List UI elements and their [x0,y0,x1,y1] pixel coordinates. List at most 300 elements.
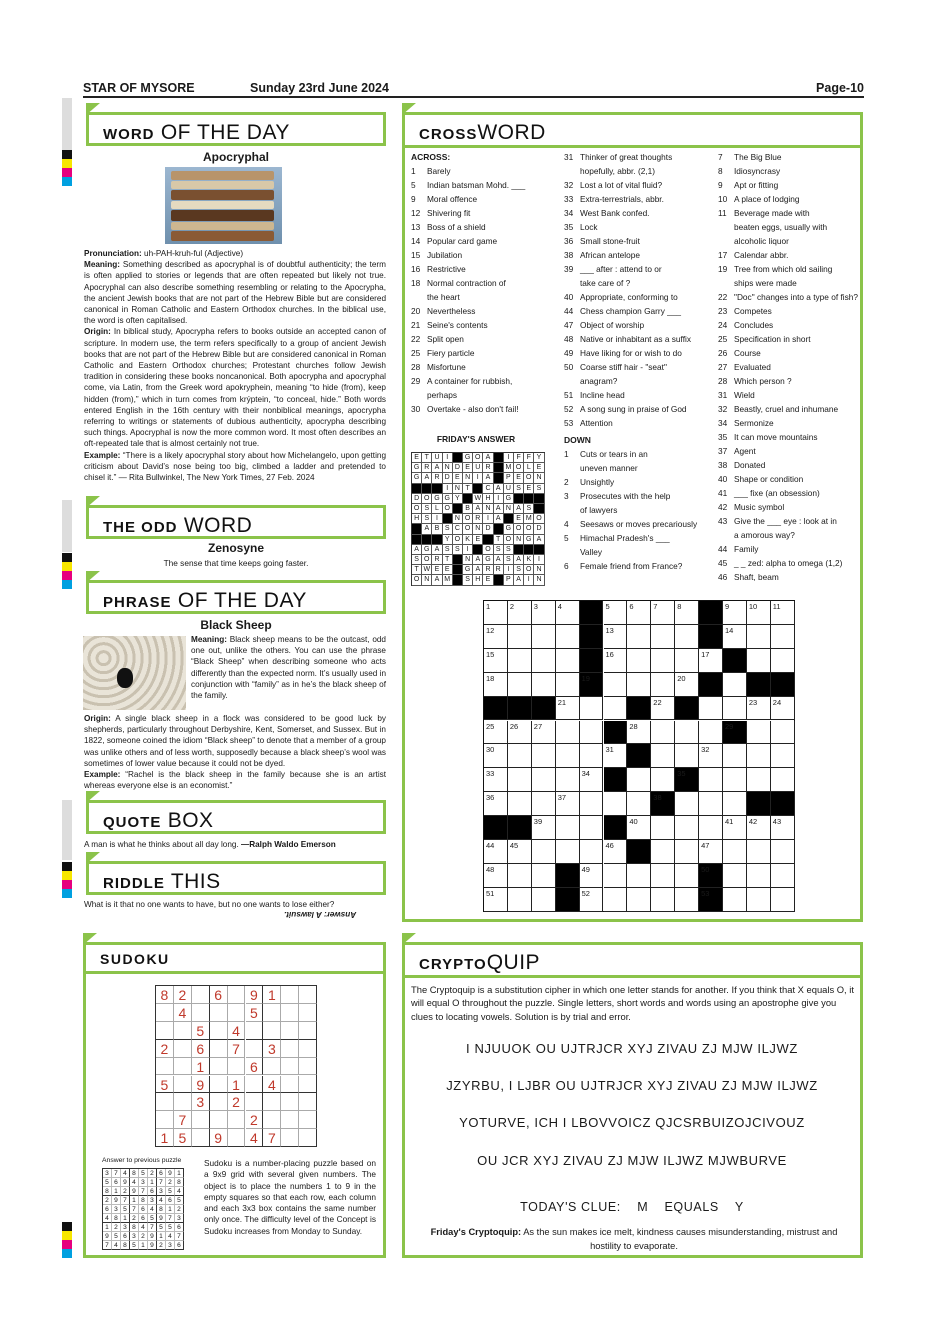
riddle-question: What is it that no one wants to have, but no one wants to lose either? [84,900,335,909]
sudoku-cell: 4 [228,1022,246,1040]
sudoku-cell: 1 [166,1205,175,1214]
clue-number [564,276,580,290]
crossword-cell[interactable] [532,864,556,888]
crossword-cell[interactable] [699,649,723,673]
sudoku-cell: 9 [166,1169,175,1178]
crossword-cell[interactable] [675,625,699,649]
crossword-cell[interactable] [675,840,699,864]
crossword-grid[interactable] [483,600,795,912]
clue-item [411,220,561,234]
cell-number: 20 [677,673,686,683]
crossword-cell[interactable] [484,840,508,864]
crossword-cell[interactable] [771,888,795,912]
sudoku-cell[interactable] [246,1076,264,1094]
crossword-cell[interactable] [508,601,532,625]
crossword-cell[interactable] [723,768,747,792]
sudoku-cell[interactable] [281,1004,299,1022]
answer-cell: O [524,565,534,575]
crossword-cell[interactable] [580,744,604,768]
down-clues-col3 [718,150,860,584]
answer-cell: A [494,484,504,494]
crossword-cell[interactable] [484,768,508,792]
phrase-meaning-block [191,634,386,701]
clue-number: 35 [718,432,728,442]
answer-cell [453,575,463,585]
sudoku-cell[interactable] [281,1111,299,1129]
sudoku-cell: 4 [112,1241,121,1250]
sudoku-cell: 3 [148,1196,157,1205]
crossword-cell[interactable] [651,816,675,840]
crossword-cell[interactable] [771,697,795,721]
answer-cell [524,545,534,555]
clue-number: 31 [564,152,574,162]
crossword-cell[interactable] [532,792,556,816]
sudoku-cell[interactable] [263,1111,281,1129]
crossword-cell[interactable] [532,649,556,673]
crossword-cell[interactable] [532,625,556,649]
answer-cell: E [463,463,473,473]
margin-strip [62,500,72,552]
crossword-cell[interactable] [484,744,508,768]
crossword-cell[interactable] [675,816,699,840]
crossword-cell[interactable] [508,673,532,697]
crossword-cell[interactable] [627,673,651,697]
crossword-cell[interactable] [699,697,723,721]
clue-item [718,416,860,430]
clue-text: Restrictive [427,264,466,274]
clue-number: 40 [564,292,574,302]
sudoku-cell[interactable] [174,1093,192,1111]
clue-item [411,206,561,220]
sudoku-cell[interactable] [210,1040,228,1058]
crossword-cell[interactable] [771,744,795,768]
registration-mark [62,862,72,898]
sudoku-cell: 5 [192,1022,210,1040]
clue-number: 6 [564,561,569,571]
crossword-black-cell [484,697,508,721]
cell-number: 37 [557,793,567,803]
crossword-cell[interactable] [771,840,795,864]
section-title-large: WORD [183,514,253,537]
clue-item [564,150,716,164]
sudoku-cell: 5 [166,1187,175,1196]
crossword-cell[interactable] [771,601,795,625]
answer-cell [412,484,422,494]
crossword-cell[interactable] [484,673,508,697]
crossword-cell[interactable] [771,864,795,888]
crossword-cell[interactable] [747,864,771,888]
crossword-cell[interactable] [556,744,580,768]
crossword-cell[interactable] [580,840,604,864]
crossword-cell[interactable] [651,744,675,768]
crossword-cell[interactable] [651,625,675,649]
sudoku-cell[interactable] [210,1004,228,1022]
crossword-cell[interactable] [771,649,795,673]
crossword-cell[interactable] [580,697,604,721]
sudoku-cell[interactable] [281,1040,299,1058]
crossword-cell[interactable] [556,768,580,792]
crossword-cell[interactable] [747,768,771,792]
crossword-cell[interactable] [627,792,651,816]
crossword-cell[interactable] [556,840,580,864]
crossword-cell[interactable] [699,816,723,840]
answer-cell: E [534,463,544,473]
sudoku-cell[interactable] [263,1058,281,1076]
cell-number: 12 [486,625,495,635]
sudoku-cell[interactable] [210,1076,228,1094]
crossword-cell[interactable] [484,649,508,673]
crossword-cell[interactable] [651,649,675,673]
crossword-cell[interactable] [580,816,604,840]
crossword-cell[interactable] [532,601,556,625]
cell-number: 50 [701,864,710,874]
clue-text: Lock [580,222,598,232]
sudoku-cell: 4 [148,1205,157,1214]
crossword-cell[interactable] [508,888,532,912]
crossword-cell[interactable] [627,721,651,745]
crossword-cell[interactable] [532,888,556,912]
crossword-cell[interactable] [723,744,747,768]
crossword-cell[interactable] [580,721,604,745]
crossword-cell[interactable] [723,816,747,840]
cell-number: 31 [605,745,614,755]
clue-number: 40 [718,474,728,484]
sudoku-cell[interactable] [210,1111,228,1129]
clue-item [718,360,860,374]
crossword-cell[interactable] [532,673,556,697]
meaning-label: Meaning: [191,635,227,644]
crossword-cell[interactable] [508,864,532,888]
crossword-cell[interactable] [699,792,723,816]
page-header [83,80,864,98]
sudoku-cell[interactable] [299,1040,317,1058]
crossword-cell[interactable] [651,721,675,745]
crossword-cell[interactable] [580,864,604,888]
clue-item [564,262,716,276]
crossword-cell[interactable] [604,864,628,888]
crossword-cell[interactable] [747,888,771,912]
crossword-cell[interactable] [484,888,508,912]
answer-cell: N [514,535,524,545]
answer-cell: T [412,565,422,575]
crossword-cell[interactable] [699,768,723,792]
crossword-cell[interactable] [675,744,699,768]
clue-number: 1 [564,449,569,459]
clue-number: 38 [718,460,728,470]
crossword-cell[interactable] [627,601,651,625]
crossword-cell[interactable] [627,864,651,888]
clue-number: 32 [564,180,574,190]
crossword-cell[interactable] [771,721,795,745]
clue-text: Idiosyncrasy [734,166,781,176]
answer-cell: W [473,494,483,504]
crossword-cell[interactable] [580,792,604,816]
crossword-cell[interactable] [604,625,628,649]
sudoku-cell: 5 [174,1129,192,1147]
crossword-cell[interactable] [771,768,795,792]
answer-cell: S [422,504,432,514]
sudoku-cell[interactable] [228,1058,246,1076]
crossword-cell[interactable] [771,816,795,840]
clue-text: Shivering fit [427,208,471,218]
answer-cell: A [494,504,504,514]
sudoku-cell[interactable] [299,1129,317,1147]
sudoku-cell: 9 [192,1076,210,1094]
example-label: Example: [84,450,121,460]
clue-text: Wield [734,390,755,400]
answer-cell: S [422,514,432,524]
crossword-cell[interactable] [723,697,747,721]
crossword-cell[interactable] [699,744,723,768]
sudoku-cell[interactable] [228,1004,246,1022]
sudoku-cell[interactable] [174,1022,192,1040]
sudoku-cell: 7 [174,1111,192,1129]
crossword-cell[interactable] [532,816,556,840]
sudoku-cell: 6 [139,1214,148,1223]
crossword-cell[interactable] [651,697,675,721]
crossword-cell[interactable] [675,721,699,745]
crossword-cell[interactable] [675,601,699,625]
crossword-cell[interactable] [627,888,651,912]
clue-item [564,531,716,545]
crossword-cell[interactable] [604,888,628,912]
sudoku-cell[interactable] [156,1022,174,1040]
sudoku-cell[interactable] [210,1022,228,1040]
margin-strip [62,98,72,150]
sudoku-cell: 2 [121,1187,130,1196]
sudoku-cell: 1 [112,1187,121,1196]
sudoku-cell: 6 [166,1196,175,1205]
crossword-cell[interactable] [723,601,747,625]
crossword-cell[interactable] [532,768,556,792]
sudoku-cell[interactable] [299,986,317,1004]
crossword-cell[interactable] [604,697,628,721]
crossword-cell[interactable] [580,768,604,792]
crossword-cell[interactable] [651,888,675,912]
crossword-cell[interactable] [556,673,580,697]
sudoku-cell[interactable] [156,1111,174,1129]
crossword-cell[interactable] [675,864,699,888]
answer-cell [494,524,504,534]
clue-item [718,248,860,262]
answer-cell: C [483,484,493,494]
cell-number: 48 [486,864,495,874]
sudoku-cell[interactable] [192,986,210,1004]
phrase: Black Sheep [200,618,272,632]
sudoku-cell[interactable] [263,1004,281,1022]
crossword-cell[interactable] [508,625,532,649]
clue-number: 27 [718,362,728,372]
sudoku-cell: 7 [112,1169,121,1178]
crossword-cell[interactable] [747,744,771,768]
clue-number: 51 [564,390,574,400]
sudoku-cell[interactable] [299,1058,317,1076]
sudoku-cell[interactable] [174,1058,192,1076]
meaning-text: Something described as apocryphal is of doubtful authenticity; the term is often applied to stories or legends that are often repeated but likely not true. Apocryphal can also describe something resembling or relating to the Apocrypha, the ancient Jewish books that are not part of the Hebrew Bible but are considered canonical in Roman Catholic and Eastern Orthodox churches. In the biblical use, the word is often capitalised. [84,260,386,326]
clue-number: 42 [718,502,728,512]
crossword-cell[interactable] [627,625,651,649]
crossword-cell[interactable] [723,673,747,697]
crossword-black-cell [627,744,651,768]
crossword-cell[interactable] [556,816,580,840]
crossword-cell[interactable] [723,888,747,912]
crossword-cell[interactable] [556,649,580,673]
crossword-cell[interactable] [747,601,771,625]
crossword-cell[interactable] [651,864,675,888]
crossword-cell[interactable] [675,888,699,912]
crossword-cell[interactable] [651,673,675,697]
sudoku-cell[interactable] [263,1093,281,1111]
sudoku-cell[interactable] [299,1004,317,1022]
sudoku-cell: 5 [148,1214,157,1223]
crossword-cell[interactable] [723,792,747,816]
crossword-cell[interactable] [508,721,532,745]
sudoku-cell[interactable] [156,1058,174,1076]
crossword-black-cell [675,768,699,792]
crossword-cell[interactable] [675,673,699,697]
sudoku-cell[interactable] [174,1076,192,1094]
crossword-black-cell [699,864,723,888]
crossword-cell[interactable] [771,625,795,649]
crossword-cell[interactable] [532,744,556,768]
crossword-cell[interactable] [556,625,580,649]
crossword-cell[interactable] [532,721,556,745]
sudoku-cell[interactable] [228,1129,246,1147]
crossword-cell[interactable] [675,792,699,816]
sudoku-cell[interactable] [156,1093,174,1111]
crossword-cell[interactable] [675,649,699,673]
cell-number: 4 [557,602,562,611]
sudoku-cell: 8 [103,1187,112,1196]
clue-number: 9 [411,194,416,204]
crossword-cell[interactable] [747,697,771,721]
sudoku-cell[interactable] [192,1004,210,1022]
sudoku-cell[interactable] [281,1022,299,1040]
answer-cell: A [432,463,442,473]
across-heading: ACROSS: [411,152,451,162]
crossword-cell[interactable] [556,721,580,745]
cryptoquip-line: YOTURVE, ICH I LBOVVOICZ QJCSRBUIZOJCIVOUZ [459,1115,805,1130]
sudoku-cell[interactable] [246,1040,264,1058]
clue-number: 36 [564,236,574,246]
crossword-cell[interactable] [580,888,604,912]
crossword-cell[interactable] [747,649,771,673]
crossword-cell[interactable] [651,601,675,625]
answer-cell: G [432,494,442,504]
sudoku-cell: 5 [156,1076,174,1094]
crossword-cell[interactable] [723,625,747,649]
crossword-cell[interactable] [508,792,532,816]
crossword-cell[interactable] [651,768,675,792]
crossword-cell[interactable] [508,840,532,864]
clue-number: 12 [411,208,421,218]
sudoku-cell[interactable] [192,1129,210,1147]
answer-cell: Y [534,453,544,463]
sudoku-cell[interactable] [192,1111,210,1129]
sudoku-cell: 7 [166,1214,175,1223]
crossword-cell[interactable] [532,840,556,864]
crossword-cell[interactable] [747,840,771,864]
crossword-cell[interactable] [556,601,580,625]
crossword-cell[interactable] [699,721,723,745]
sudoku-cell[interactable] [246,1022,264,1040]
sudoku-cell[interactable] [228,1111,246,1129]
sudoku-cell[interactable] [210,1093,228,1111]
sudoku-cell[interactable] [263,1022,281,1040]
clue-text: Appropriate, conforming to [580,292,678,302]
clue-item [411,360,561,374]
crossword-cell[interactable] [484,721,508,745]
crossword-cell[interactable] [508,744,532,768]
crossword-cell[interactable] [747,721,771,745]
crossword-cell[interactable] [604,840,628,864]
crossword-cell[interactable] [699,840,723,864]
crossword-cell[interactable] [747,816,771,840]
crossword-cell[interactable] [627,816,651,840]
crossword-cell[interactable] [723,864,747,888]
cell-number: 49 [581,864,590,874]
crossword-cell[interactable] [604,601,628,625]
sudoku-cell[interactable] [281,1093,299,1111]
crossword-cell[interactable] [604,649,628,673]
crossword-cell[interactable] [651,840,675,864]
crossword-cell[interactable] [508,768,532,792]
sudoku-cell[interactable] [299,1111,317,1129]
crossword-cell[interactable] [556,792,580,816]
crossword-cell[interactable] [747,625,771,649]
crossword-cell[interactable] [484,601,508,625]
sudoku-cell[interactable] [281,1129,299,1147]
sudoku-cell[interactable] [299,1093,317,1111]
crossword-cell[interactable] [484,864,508,888]
sudoku-cell[interactable] [228,986,246,1004]
sudoku-cell[interactable] [299,1076,317,1094]
sudoku-cell: 1 [263,986,281,1004]
sudoku-cell[interactable] [210,1058,228,1076]
crossword-cell[interactable] [508,649,532,673]
sudoku-cell: 2 [174,986,192,1004]
cell-number: 21 [557,697,567,707]
sudoku-cell[interactable] [156,1004,174,1022]
sudoku-cell[interactable] [281,1058,299,1076]
crossword-cell[interactable] [627,649,651,673]
answer-cell [432,484,442,494]
sudoku-cell: 7 [148,1223,157,1232]
clue-text: beaten eggs, usually with [734,222,828,232]
crossword-cell[interactable] [484,625,508,649]
clue-equals: EQUALS [664,1200,719,1214]
crossword-cell[interactable] [556,697,580,721]
crossword-cell[interactable] [604,744,628,768]
sudoku-cell[interactable] [281,1076,299,1094]
sudoku-cell[interactable] [246,1093,264,1111]
crossword-cell[interactable] [604,792,628,816]
answer-cell: E [443,565,453,575]
sudoku-cell[interactable] [281,986,299,1004]
crossword-cell[interactable] [604,673,628,697]
sudoku-cell: 5 [121,1205,130,1214]
sudoku-cell[interactable] [174,1040,192,1058]
crossword-cell[interactable] [627,768,651,792]
sudoku-grid[interactable] [155,985,317,1147]
crossword-cell[interactable] [723,840,747,864]
crossword-cell[interactable] [484,792,508,816]
answer-cell: A [514,575,524,585]
answer-cell: U [473,463,483,473]
sudoku-cell: 9 [130,1187,139,1196]
sudoku-cell[interactable] [299,1022,317,1040]
answer-cell: A [432,545,442,555]
